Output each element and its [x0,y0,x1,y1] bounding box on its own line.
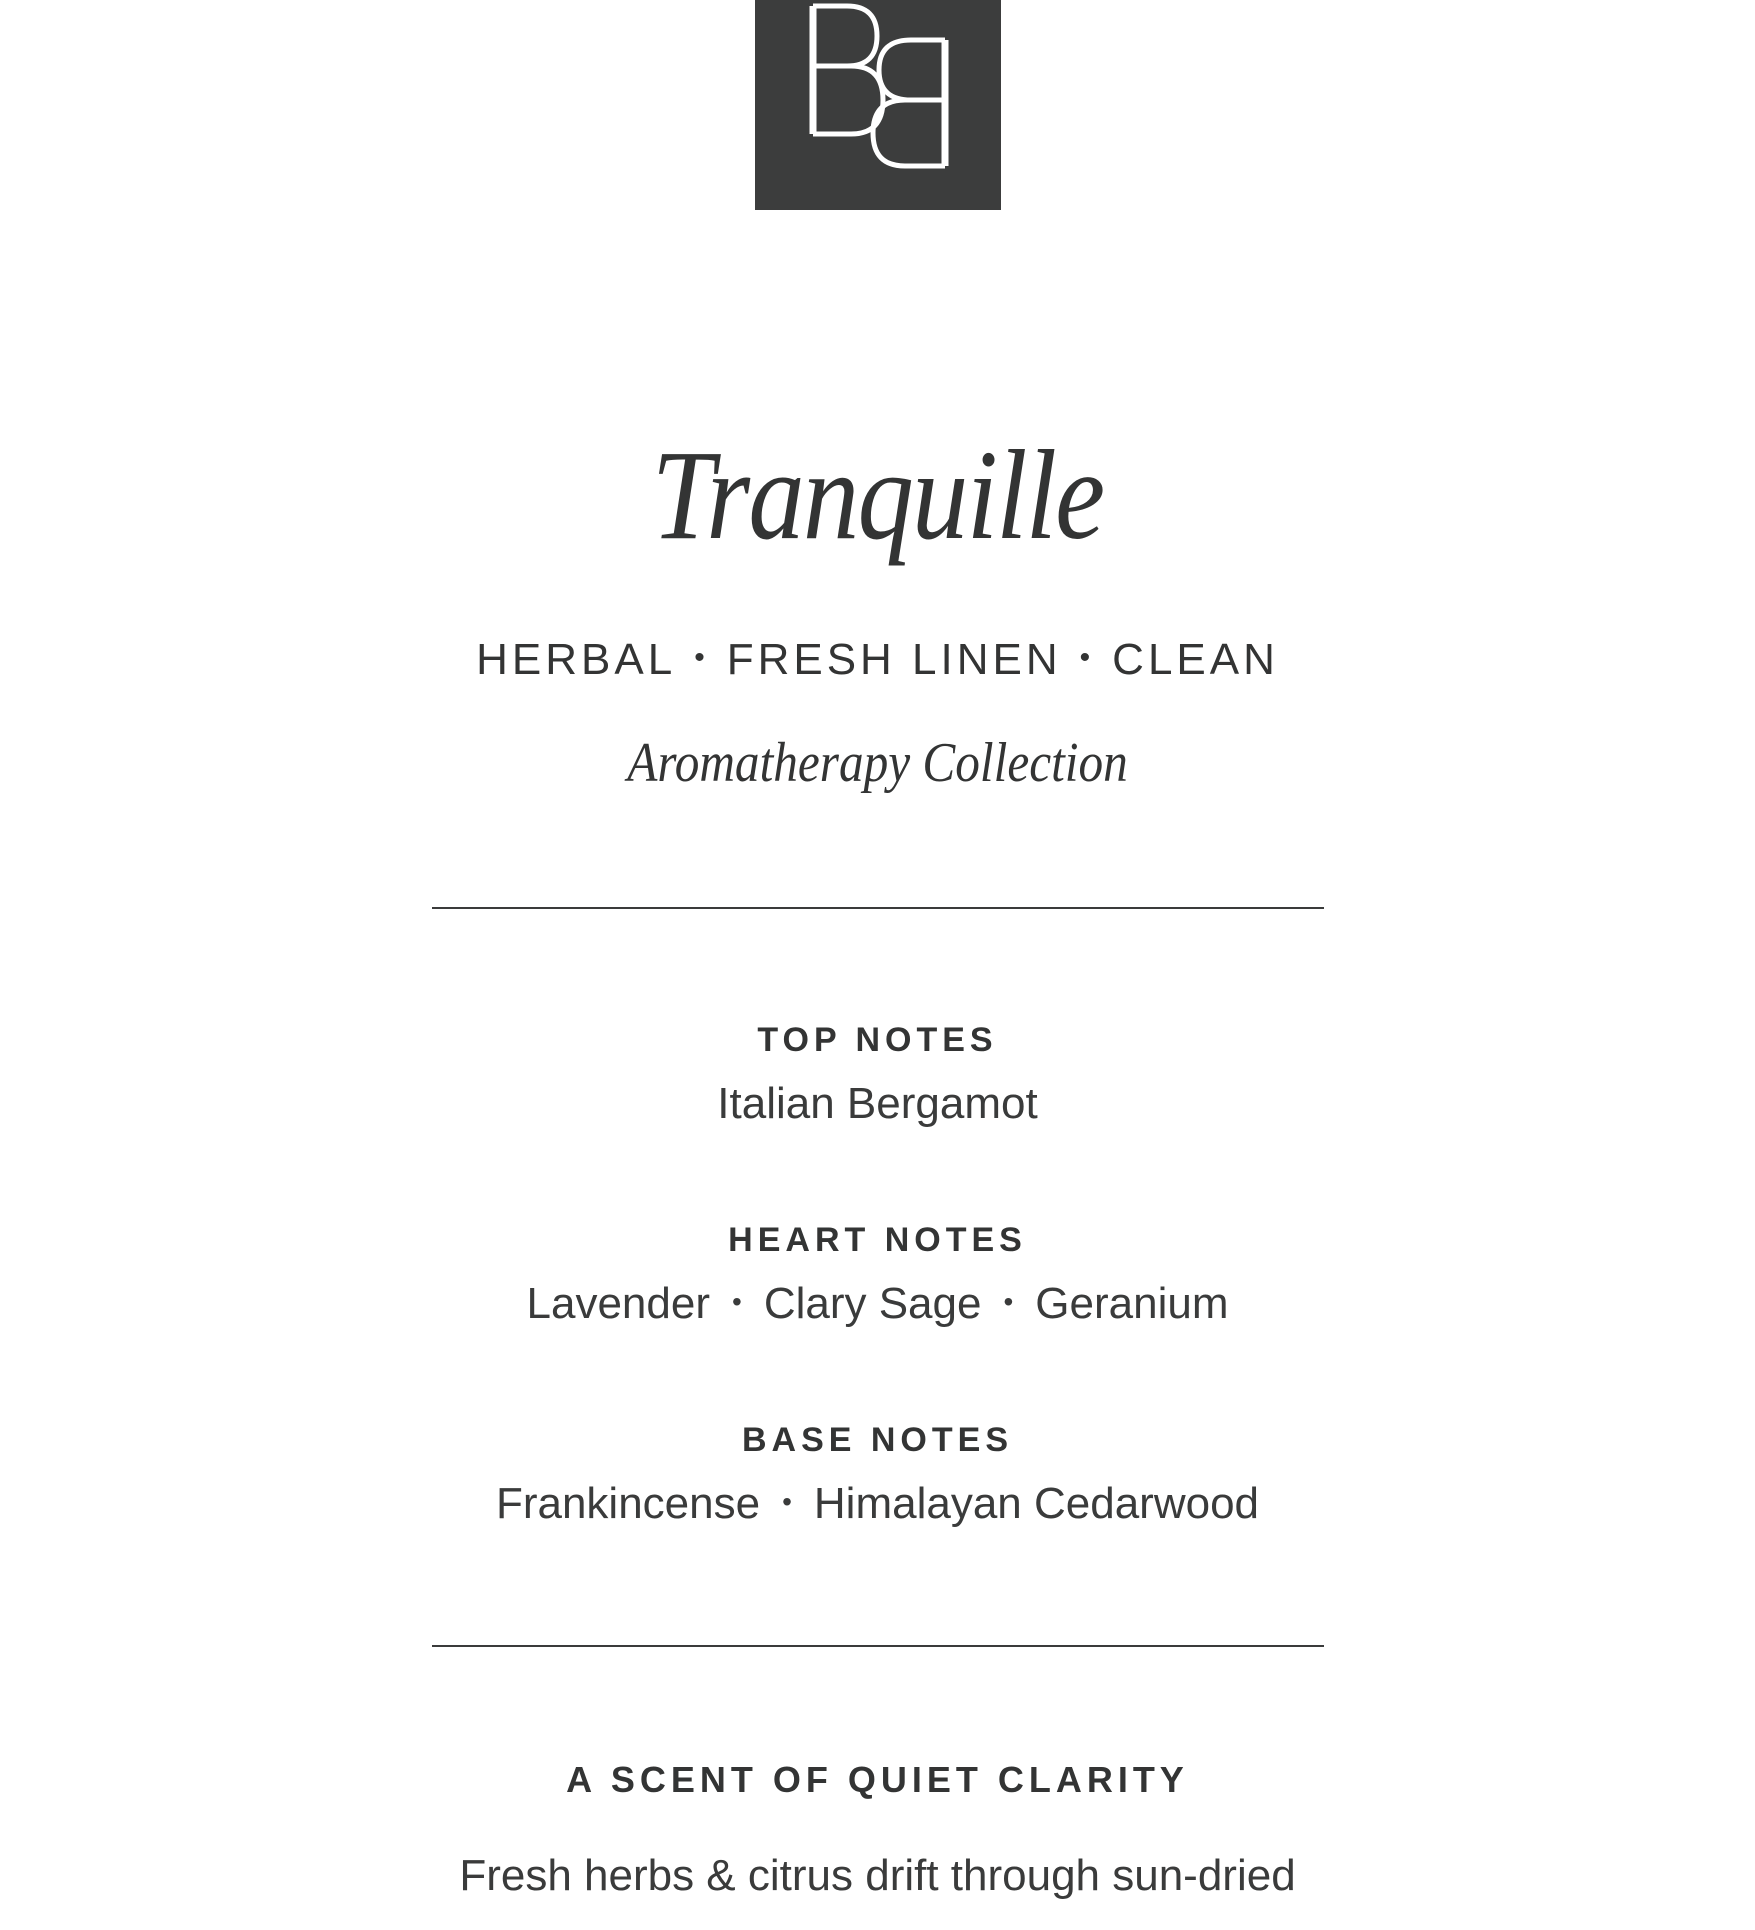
note-separator: • [732,1286,742,1318]
divider-top [432,907,1324,909]
tag-separator: • [1079,641,1095,675]
collection-subtitle: Aromatherapy Collection [627,732,1128,794]
heart-notes-heading: HEART NOTES [728,1221,1027,1259]
top-notes-list [0,1076,1755,1132]
note-item: Himalayan Cedarwood [813,1479,1260,1528]
note-separator: • [782,1486,792,1518]
base-notes-list [0,1476,1755,1534]
tag-fresh-linen: FRESH LINEN [726,635,1062,684]
description-text: Fresh herbs & citrus drift through sun-dried [459,1851,1296,1900]
product-title: Tranquille [651,424,1104,566]
note-separator: • [1003,1286,1014,1318]
base-notes-heading: BASE NOTES [741,1421,1014,1459]
monogram-logo-icon [755,0,1001,210]
note-item: Geranium [1035,1279,1229,1328]
scent-tags [0,632,1755,690]
heart-notes-list [0,1276,1755,1334]
description-heading: A SCENT OF QUIET CLARITY [566,1759,1189,1800]
note-item: Lavender [526,1279,710,1328]
note-item: Italian Bergamot [717,1079,1038,1128]
note-item: Frankincense [495,1479,761,1528]
brand-logo [755,0,1001,210]
top-notes-heading: TOP NOTES [757,1021,998,1059]
tag-herbal: HERBAL [476,635,677,684]
divider-bottom [432,1645,1324,1647]
note-item: Clary Sage [763,1279,982,1328]
tag-separator: • [694,641,709,675]
tag-clean: CLEAN [1112,635,1279,684]
